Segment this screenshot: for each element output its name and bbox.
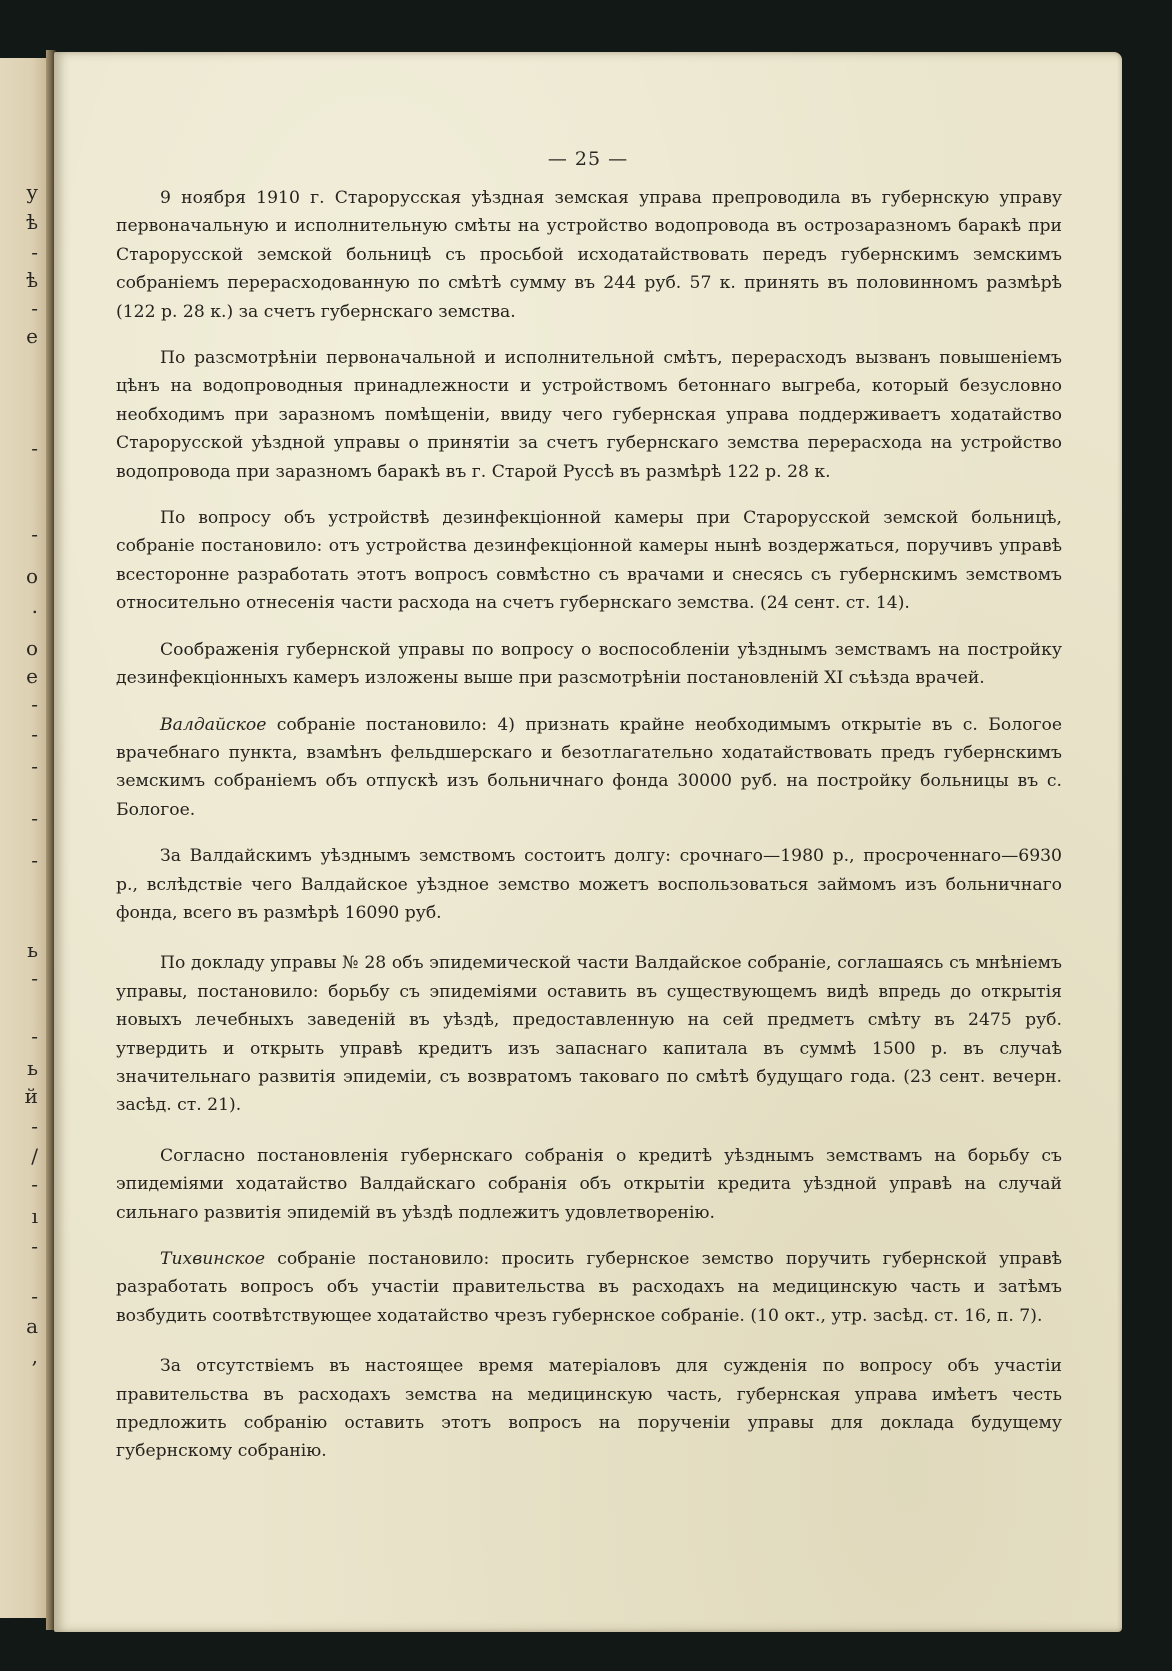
margin-fragment: -: [31, 1172, 38, 1196]
margin-fragment: -: [31, 522, 38, 546]
paragraph-disinfection-chamber: [116, 504, 1062, 618]
paragraph-text: собраніе постановило: 4) признать крайне необходимымъ открытіе въ с. Бологое врачебнаго пункта, взамѣнъ фельдшерскаго и безотлагательно ходатайствовать предъ губернскимъ земскимъ собраніемъ объ отпускѣ изъ больничнаго фонда 30000 руб. на постройку больницы въ с. Бологое.: [116, 714, 1062, 820]
paragraph-text: По разсмотрѣніи первоначальной и исполнительной смѣтъ, перерасходъ вызванъ повышеніемъ цѣнъ на водопроводныя принадлежности и устройствомъ бетоннаго выгреба, который безусловно необходимъ при заразномъ помѣщеніи, ввиду чего губернская управа поддерживаетъ ходатайство Старорусской уѣздной управы о принятіи за счетъ губернскаго земства перерасхода на устройство водопровода при заразномъ баракѣ въ г. Старой Руссѣ въ размѣрѣ 122 р. 28 к.: [116, 348, 1062, 482]
page-body: [116, 184, 1062, 1466]
margin-fragment: о: [25, 564, 38, 588]
margin-fragment: -: [31, 436, 38, 460]
margin-fragment: -: [31, 1284, 38, 1308]
margin-fragment: а: [26, 1314, 38, 1338]
district-name-italic: Валдайское: [160, 714, 267, 735]
margin-fragment: /: [31, 1144, 38, 1168]
margin-fragment: -: [31, 966, 38, 990]
paragraph-text: Соображенія губернской управы по вопросу о воспособленіи уѣзднымъ земствамъ на постройку дезинфекціонныхъ камеръ изложены выше при разсмотрѣніи постановленій XI съѣзда врачей.: [116, 639, 1062, 689]
paragraph-valdai-epidemic: [116, 949, 1062, 1119]
paragraph-epidemic-credit: [116, 1142, 1062, 1227]
margin-fragment: -: [31, 848, 38, 872]
page-number: — 25 —: [547, 148, 629, 170]
margin-fragment: -: [31, 1114, 38, 1138]
margin-fragment: -: [31, 806, 38, 830]
margin-fragment: ь: [27, 1056, 38, 1080]
margin-fragment: ı: [31, 1204, 38, 1228]
paragraph-text: За Валдайскимъ уѣзднымъ земствомъ состоитъ долгу: срочнаго—1980 р., просроченнаго—6930 р., вслѣдствіе чего Валдайское уѣздное земство можетъ воспользоваться займомъ изъ больничнаго фонда, всего въ размѣрѣ 16090 руб.: [116, 846, 1062, 923]
paragraph-closing-proposal: [116, 1352, 1062, 1466]
document-page: [54, 52, 1122, 1632]
paragraph-valdai-debt: [116, 842, 1062, 927]
margin-fragment: е: [26, 664, 38, 688]
paragraph-valdai-resolution: [116, 711, 1062, 825]
margin-fragment: -: [31, 296, 38, 320]
paragraph-text: собраніе постановило: просить губернское земство поручить губернской управѣ разработать вопросъ объ участіи правительства въ расходахъ на медицинскую часть и затѣмъ возбудить соотвѣтствующее ходатайство чрезъ губернское собраніе. (10 окт., утр. засѣд. ст. 16, п. 7).: [116, 1249, 1062, 1326]
paragraph-text: 9 ноября 1910 г. Старорусская уѣздная земская управа препроводила въ губернскую управу первоначальную и исполнительную смѣты на устройство водопровода въ острозаразномъ баракѣ при Старорусской земской больницѣ съ просьбой исходатайствовать передъ губернскимъ земскимъ собраніемъ перерасходованную по смѣтѣ сумму въ 244 руб. 57 к. принять въ половинномъ размѣрѣ (122 р. 28 к.) за счетъ губернскаго земства.: [116, 188, 1062, 322]
margin-fragment: -: [31, 1234, 38, 1258]
paragraph-tikhvin-resolution: [116, 1245, 1062, 1330]
paragraph-text: По вопросу объ устройствѣ дезинфекціонной камеры при Старорусской земской больницѣ, собраніе постановило: отъ устройства дезинфекціонной камеры нынѣ воздержаться, поручивъ управѣ всесторонне разработать этотъ вопросъ совмѣстно съ врачами и снесясь съ губернскимъ земствомъ относительно отнесенія части расхода на счетъ губернскаго земства. (24 сент. ст. 14).: [116, 508, 1062, 614]
margin-fragment: -: [31, 692, 38, 716]
margin-fragment: .: [31, 594, 38, 618]
margin-fragment: ь: [27, 938, 38, 962]
margin-fragment: о: [25, 636, 38, 660]
previous-page-edge: [0, 58, 46, 1618]
margin-fragment: й: [24, 1084, 38, 1108]
paragraph-overspend-review: [116, 344, 1062, 486]
previous-page-fragments: [0, 58, 46, 1618]
margin-fragment: -: [31, 1024, 38, 1048]
paragraph-text: За отсутствіемъ въ настоящее время матеріаловъ для сужденія по вопросу объ участіи правительства въ расходахъ земства на медицинскую часть, губернская управа имѣетъ честь предложить собранію оставить этотъ вопросъ на порученіи управы для доклада будущему губернскому собранію.: [116, 1356, 1062, 1462]
margin-fragment: у: [26, 180, 38, 204]
margin-fragment: -: [31, 722, 38, 746]
margin-fragment: -: [31, 240, 38, 264]
margin-fragment: ,: [31, 1344, 38, 1368]
paragraph-starorussk-waterworks: [116, 184, 1062, 326]
margin-fragment: е: [26, 324, 38, 348]
margin-fragment: -: [31, 754, 38, 778]
paragraph-provincial-opinion: [116, 636, 1062, 693]
paragraph-text: По докладу управы № 28 объ эпидемической части Валдайское собраніе, соглашаясь съ мнѣніемъ управы, постановило: борьбу съ эпидеміями оставить въ существующемъ видѣ впредь до открытія новыхъ лечебныхъ заведеній въ уѣздѣ, предоставленную на сей предметъ смѣту въ 2475 руб. утвердить и открыть управѣ кредитъ изъ запаснаго капитала въ суммѣ 1500 р. въ случаѣ значительнаго развитія эпидеміи, съ возвратомъ таковаго по смѣтѣ будущаго года. (23 сент. вечерн. засѣд. ст. 21).: [116, 953, 1062, 1116]
district-name-italic: Тихвинское: [160, 1249, 266, 1269]
margin-fragment: ѣ: [25, 210, 38, 234]
margin-fragment: ѣ: [25, 268, 38, 292]
paragraph-text: Согласно постановленія губернскаго собранія о кредитѣ уѣзднымъ земствамъ на борьбу съ эпидеміями ходатайство Валдайскаго собранія объ открытіи кредита уѣздной управѣ на случай сильнаго развитія эпидемій въ уѣздѣ подлежитъ удовлетворенію.: [116, 1145, 1062, 1223]
